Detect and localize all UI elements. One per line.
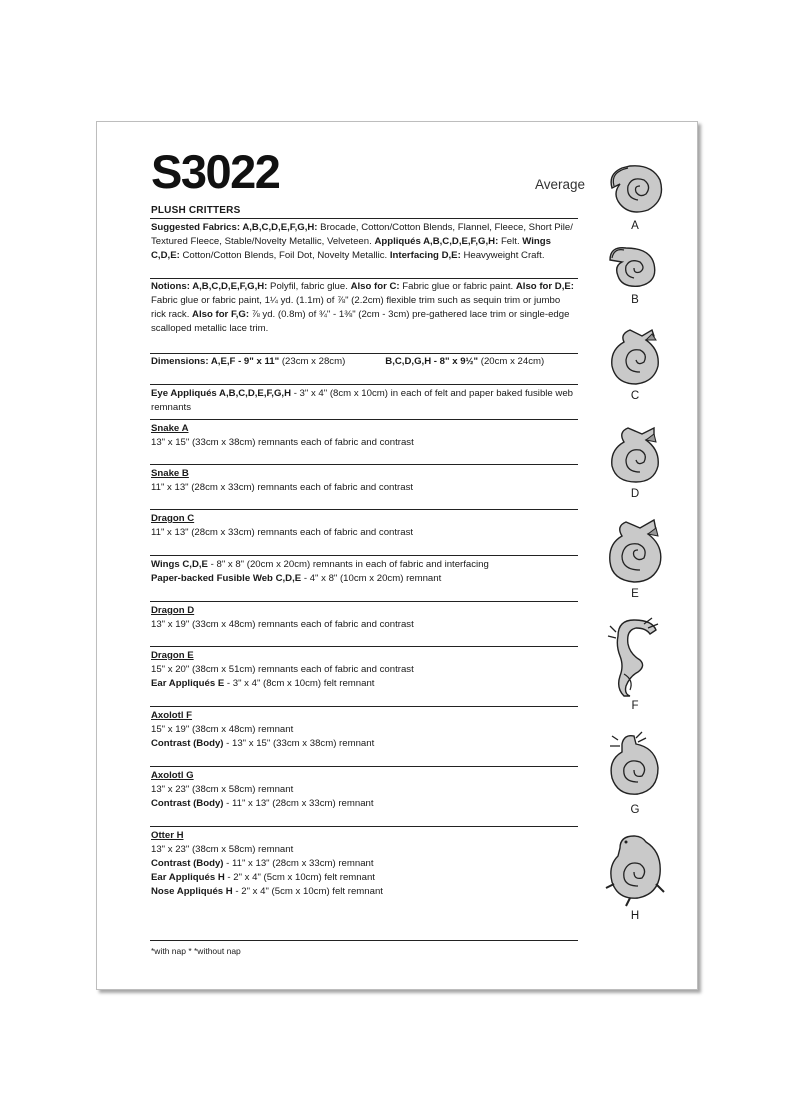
view-label: H — [630, 910, 640, 922]
line-text: - 11" x 13" (28cm x 33cm) remnant — [223, 798, 374, 809]
yardage-line — [151, 436, 577, 450]
divider — [150, 384, 578, 385]
view-label: D — [630, 488, 640, 500]
yardage-line — [151, 783, 577, 797]
line-text: - 13" x 15" (33cm x 38cm) remnant — [223, 738, 375, 749]
yardage-section — [151, 422, 577, 450]
line-label: Nose Appliqués H — [151, 886, 233, 897]
difficulty-level: Average — [535, 177, 586, 192]
otter-h-icon — [600, 828, 670, 908]
pattern-sheet — [96, 121, 698, 990]
yardage-section — [151, 829, 577, 899]
line-label: Contrast (Body) — [151, 738, 224, 749]
divider — [150, 766, 578, 767]
yardage-line — [151, 871, 577, 885]
footnote: *with nap * *without nap — [151, 946, 241, 956]
yardage-section — [151, 709, 577, 751]
divider — [150, 646, 578, 647]
divider — [150, 464, 578, 465]
view-c — [595, 322, 675, 402]
view-label: A — [631, 220, 639, 232]
divider — [150, 601, 578, 602]
line-text: 13" x 19" (33cm x 48cm) remnants each of fabric and contrast — [151, 619, 414, 630]
yardage-line — [151, 663, 577, 677]
line-label: Paper-backed Fusible Web C,D,E — [151, 573, 302, 584]
divider — [150, 509, 578, 510]
yardage-line — [151, 737, 577, 751]
suggested-fabrics: Suggested Fabrics: A,B,C,D,E,F,G,H: Brocade, Cotton/Cotton Blends, Flannel, Fleece, Short Pile/ Textured Fleece, Stable/Novelty Metallic, Velveteen. Appliqués A,B,C,D,E,F,G,H: Felt. Wings C,D,E: Cotton/Cotton Blends, Foil Dot, Novelty Metallic. Interfacing D,E: Heavyweight Craft. — [151, 222, 573, 261]
yardage-line — [151, 857, 577, 871]
view-e — [595, 512, 675, 600]
view-h — [595, 828, 675, 922]
view-a — [595, 158, 675, 232]
view-label: F — [631, 700, 639, 712]
line-text: 15" x 19" (38cm x 48cm) remnant — [151, 724, 294, 735]
notions: Notions: A,B,C,D,E,F,G,H: Polyfil, fabric glue. Also for C: Fabric glue or fabric paint. Also for D,E: Fabric glue or fabric paint, 1¼ yd. (1.1m) of ⅞" (2.2cm) flexible trim such as sequin trim or jumbo rick rack. Also for F,G: ⅞ yd. (0.8m) of ¾" - 1⅜" (2cm - 3cm) pre-gathered lace trim or single-edge scalloped metallic lace trim. — [151, 281, 574, 334]
yardage-line — [151, 558, 577, 572]
divider — [150, 940, 578, 941]
axolotl-f-icon — [600, 614, 670, 698]
divider — [150, 419, 578, 420]
line-text: - 2" x 4" (5cm x 10cm) felt remnant — [224, 872, 375, 883]
yardage-line — [151, 572, 577, 586]
section-heading: Otter H — [151, 830, 184, 841]
yardage-section — [151, 769, 577, 811]
line-text: - 11" x 13" (28cm x 33cm) remnant — [223, 858, 374, 869]
line-text: 11" x 13" (28cm x 33cm) remnants each of fabric and contrast — [151, 527, 414, 538]
view-label: B — [631, 294, 639, 306]
axolotl-g-icon — [600, 730, 670, 802]
dragon-e-icon — [600, 512, 670, 586]
view-label: C — [630, 390, 640, 402]
view-label: G — [630, 804, 640, 816]
divider — [150, 278, 578, 279]
line-label: Wings C,D,E — [151, 559, 208, 570]
view-g — [595, 730, 675, 816]
divider — [150, 555, 578, 556]
section-heading: Dragon D — [151, 605, 195, 616]
line-text: - 4" x 8" (10cm x 20cm) remnant — [301, 573, 442, 584]
snake-a-icon — [600, 158, 670, 218]
yardage-line — [151, 526, 577, 540]
yardage-line — [151, 677, 577, 691]
line-text: - 3" x 4" (8cm x 10cm) felt remnant — [224, 678, 375, 689]
yardage-section — [151, 558, 577, 586]
line-text: 13" x 23" (38cm x 58cm) remnant — [151, 844, 294, 855]
yardage-section — [151, 512, 577, 540]
line-text: 13" x 15" (33cm x 38cm) remnants each of fabric and contrast — [151, 437, 414, 448]
line-text: - 2" x 4" (5cm x 10cm) felt remnant — [232, 886, 383, 897]
yardage-line — [151, 481, 577, 495]
line-text: 11" x 13" (28cm x 33cm) remnants each of fabric and contrast — [151, 482, 414, 493]
yardage-section — [151, 604, 577, 632]
view-b — [595, 240, 675, 306]
line-label: Ear Appliqués E — [151, 678, 225, 689]
line-text: 13" x 23" (38cm x 58cm) remnant — [151, 784, 294, 795]
view-label: E — [631, 588, 639, 600]
line-text: 15" x 20" (38cm x 51cm) remnants each of fabric and contrast — [151, 664, 414, 675]
pattern-number: S3022 — [151, 145, 280, 198]
section-heading: Snake A — [151, 423, 189, 434]
eye-appliques: Eye Appliqués A,B,C,D,E,F,G,H - 3" x 4" (8cm x 10cm) in each of felt and paper baked fusible web remnants — [151, 388, 574, 413]
line-label: Ear Appliqués H — [151, 872, 225, 883]
section-heading: Axolotl G — [151, 770, 194, 781]
dimensions: Dimensions: A,E,F - 9" x 11" (23cm x 28cm) B,C,D,G,H - 8" x 9½" (20cm x 24cm) — [151, 356, 545, 367]
pattern-title: PLUSH CRITTERS — [151, 205, 241, 216]
section-heading: Dragon C — [151, 513, 195, 524]
yardage-line — [151, 723, 577, 737]
line-label: Contrast (Body) — [151, 798, 224, 809]
yardage-section — [151, 467, 577, 495]
yardage-line — [151, 885, 577, 899]
dragon-c-icon — [600, 322, 670, 388]
line-label: Contrast (Body) — [151, 858, 224, 869]
yardage-line — [151, 618, 577, 632]
dragon-d-icon — [600, 420, 670, 486]
section-heading: Snake B — [151, 468, 189, 479]
section-heading: Axolotl F — [151, 710, 193, 721]
view-d — [595, 420, 675, 500]
divider — [150, 218, 578, 219]
line-text: - 8" x 8" (20cm x 20cm) remnants in each of fabric and interfacing — [207, 559, 489, 570]
yardage-line — [151, 797, 577, 811]
divider — [150, 706, 578, 707]
view-f — [595, 614, 675, 712]
divider — [150, 826, 578, 827]
yardage-section — [151, 649, 577, 691]
divider — [150, 353, 578, 354]
snake-b-icon — [600, 240, 670, 292]
yardage-line — [151, 843, 577, 857]
section-heading: Dragon E — [151, 650, 194, 661]
